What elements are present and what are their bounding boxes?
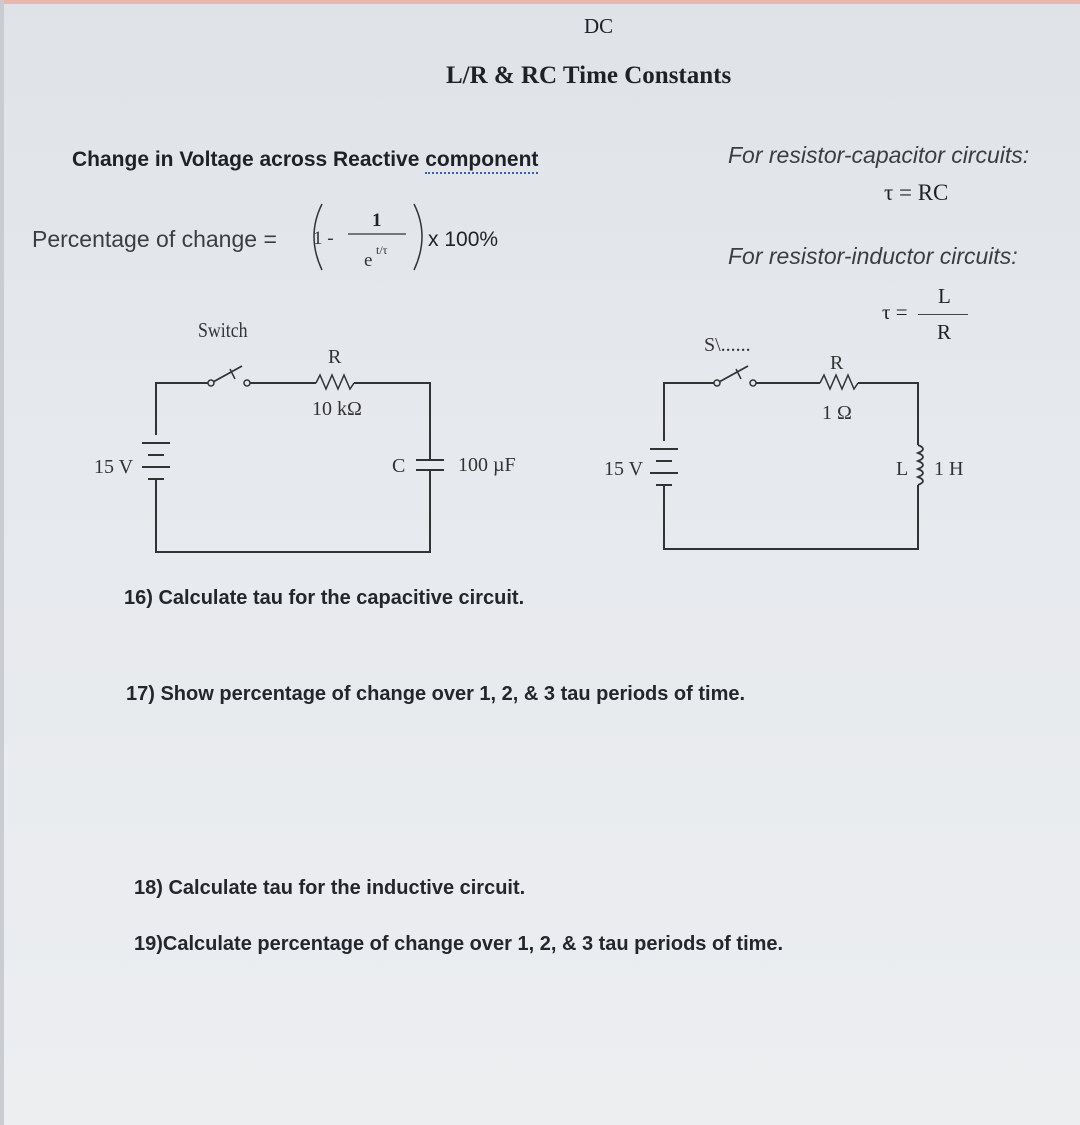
rl-inductor-label: L	[896, 458, 909, 480]
question-16: 16) Calculate tau for the capacitive circuit.	[124, 587, 525, 609]
rc-switch-blade	[213, 366, 242, 382]
rl-resistor-label: R	[830, 352, 844, 374]
left-border	[0, 0, 4, 1125]
formula-exponent: t/τ	[376, 243, 388, 257]
voltage-change-heading	[72, 148, 538, 172]
top-border	[0, 0, 1080, 4]
rc-resistor-label: R	[328, 346, 342, 368]
rc-switch-contact-left	[208, 380, 214, 386]
rc-resistor-value: 10 kΩ	[312, 398, 362, 420]
rl-numerator: L	[938, 284, 951, 308]
formula-right-paren	[414, 204, 422, 270]
rc-wire-bottom	[156, 470, 430, 552]
rl-circuit-diagram	[600, 315, 1020, 565]
rl-inductor-value: 1 H	[934, 458, 964, 480]
question-18: 18) Calculate tau for the inductive circuit.	[134, 877, 526, 899]
rl-switch-label: S\......	[704, 334, 751, 356]
rc-switch-label: Switch	[198, 319, 248, 343]
rl-resistor-value: 1 Ω	[822, 402, 852, 424]
rc-source-value: 15 V	[94, 456, 134, 478]
rc-wire-top-left	[156, 383, 208, 435]
formula-denominator: e	[364, 250, 373, 271]
rl-wire-top-right	[858, 383, 918, 445]
page-title: L/R & RC Time Constants	[446, 62, 732, 89]
question-19: 19)Calculate percentage of change over 1, 2, & 3 tau periods of time.	[134, 933, 784, 955]
rl-switch-blade	[719, 366, 748, 382]
formula-multiplier: x 100%	[428, 228, 499, 251]
rl-resistor-symbol	[820, 375, 858, 389]
formula-one: 1 -	[313, 228, 334, 249]
rl-wire-bottom	[664, 485, 918, 549]
rl-switch-contact-left	[714, 380, 720, 386]
rc-switch-contact-right	[244, 380, 250, 386]
rc-capacitor-value: 100 µF	[458, 454, 516, 476]
formula-numerator: 1	[372, 210, 382, 231]
rl-denominator: R	[937, 320, 952, 344]
percentage-formula-label: Percentage of change =	[32, 226, 277, 252]
rc-resistor-symbol	[316, 375, 354, 389]
rc-capacitor-label: C	[392, 455, 406, 477]
rl-source-value: 15 V	[604, 458, 644, 480]
heading-prefix: Change in Voltage across Reactive	[72, 148, 426, 171]
rc-wire-top-right	[354, 383, 430, 452]
rc-tau-formula: τ = RC	[884, 180, 949, 205]
question-17: 17) Show percentage of change over 1, 2, & 3 tau periods of time.	[126, 683, 746, 705]
rc-circuit-diagram	[80, 305, 550, 565]
heading-link-component: component	[425, 148, 538, 174]
rl-circuits-heading: For resistor-inductor circuits:	[728, 243, 1018, 269]
rc-circuits-heading: For resistor-capacitor circuits:	[728, 142, 1030, 168]
rl-inductor-symbol	[918, 445, 923, 485]
rl-wire-top-left	[664, 383, 714, 441]
rl-tau-symbol: τ =	[882, 300, 908, 324]
course-label: DC	[584, 14, 614, 38]
rl-switch-contact-right	[750, 380, 756, 386]
percentage-formula	[300, 196, 430, 276]
